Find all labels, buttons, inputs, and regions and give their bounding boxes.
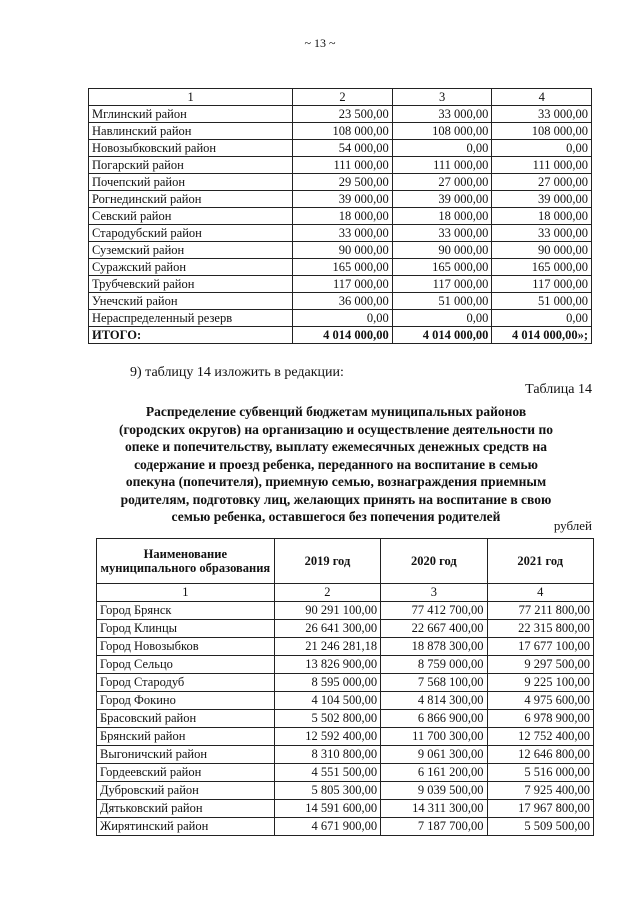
table-row bbox=[97, 764, 594, 782]
municipality-name: Город Новозыбков bbox=[97, 638, 275, 656]
column-number: 1 bbox=[97, 584, 275, 602]
amount-cell: 33 000,00 bbox=[492, 225, 592, 242]
subsidy-table-14 bbox=[96, 538, 594, 836]
table-row bbox=[89, 191, 592, 208]
column-number-row bbox=[97, 584, 594, 602]
amount-cell: 5 516 000,00 bbox=[487, 764, 593, 782]
header-municipality: Наименование муниципального образования bbox=[97, 539, 275, 584]
amount-cell: 39 000,00 bbox=[392, 191, 492, 208]
title-line: (городских округов) на организацию и осуществление деятельности по bbox=[119, 421, 553, 437]
amount-cell: 14 311 300,00 bbox=[381, 800, 487, 818]
amount-cell: 117 000,00 bbox=[492, 276, 592, 293]
amount-cell: 23 500,00 bbox=[293, 106, 393, 123]
municipality-name: Мглинский район bbox=[89, 106, 293, 123]
amount-cell: 6 866 900,00 bbox=[381, 710, 487, 728]
table-row bbox=[89, 242, 592, 259]
municipality-name: Дубровский район bbox=[97, 782, 275, 800]
amount-cell: 8 310 800,00 bbox=[274, 746, 380, 764]
municipality-name: Гордеевский район bbox=[97, 764, 275, 782]
amount-cell: 111 000,00 bbox=[492, 157, 592, 174]
table-row bbox=[89, 293, 592, 310]
table-row bbox=[89, 174, 592, 191]
amount-cell: 7 187 700,00 bbox=[381, 818, 487, 836]
amount-cell: 111 000,00 bbox=[293, 157, 393, 174]
amount-cell: 117 000,00 bbox=[293, 276, 393, 293]
table-label: Таблица 14 bbox=[525, 382, 592, 397]
table-row bbox=[97, 746, 594, 764]
title-line: содержание и проезд ребенка, переданного на воспитание в семью bbox=[134, 456, 538, 472]
municipality-name: Севский район bbox=[89, 208, 293, 225]
column-number: 3 bbox=[381, 584, 487, 602]
amount-cell: 14 591 600,00 bbox=[274, 800, 380, 818]
municipality-name: Унечский район bbox=[89, 293, 293, 310]
amount-cell: 51 000,00 bbox=[492, 293, 592, 310]
amount-cell: 27 000,00 bbox=[392, 174, 492, 191]
table-header-row bbox=[89, 89, 592, 106]
amount-cell: 22 667 400,00 bbox=[381, 620, 487, 638]
amount-cell: 8 759 000,00 bbox=[381, 656, 487, 674]
amount-cell: 77 211 800,00 bbox=[487, 602, 593, 620]
amount-cell: 17 967 800,00 bbox=[487, 800, 593, 818]
amount-cell: 33 000,00 bbox=[492, 106, 592, 123]
amount-cell: 0,00 bbox=[392, 310, 492, 327]
amount-cell: 111 000,00 bbox=[392, 157, 492, 174]
amount-cell: 165 000,00 bbox=[492, 259, 592, 276]
column-number: 2 bbox=[274, 584, 380, 602]
title-line: опеке и попечительству, выплату ежемесячных денежных средств на bbox=[124, 439, 548, 454]
amount-cell: 13 826 900,00 bbox=[274, 656, 380, 674]
amount-cell: 9 061 300,00 bbox=[381, 746, 487, 764]
amount-cell: 77 412 700,00 bbox=[381, 602, 487, 620]
amount-cell: 18 000,00 bbox=[492, 208, 592, 225]
header-cell: 2 bbox=[293, 89, 393, 106]
amount-cell: 12 592 400,00 bbox=[274, 728, 380, 746]
amount-cell: 5 805 300,00 bbox=[274, 782, 380, 800]
table-row bbox=[97, 728, 594, 746]
municipality-name: Суземский район bbox=[89, 242, 293, 259]
table-row bbox=[97, 818, 594, 836]
amount-cell: 0,00 bbox=[492, 310, 592, 327]
amount-cell: 108 000,00 bbox=[492, 123, 592, 140]
municipality-name: Город Стародуб bbox=[97, 674, 275, 692]
amount-cell: 7 568 100,00 bbox=[381, 674, 487, 692]
municipality-name: Город Клинцы bbox=[97, 620, 275, 638]
total-value: 4 014 000,00 bbox=[392, 327, 492, 344]
amount-cell: 21 246 281,18 bbox=[274, 638, 380, 656]
amount-cell: 33 000,00 bbox=[293, 225, 393, 242]
amount-cell: 4 975 600,00 bbox=[487, 692, 593, 710]
table-row bbox=[89, 106, 592, 123]
table-row bbox=[89, 140, 592, 157]
amount-cell: 7 925 400,00 bbox=[487, 782, 593, 800]
table-row bbox=[97, 800, 594, 818]
table-row bbox=[97, 620, 594, 638]
total-value: 4 014 000,00»; bbox=[492, 327, 592, 344]
table-row bbox=[97, 656, 594, 674]
amount-cell: 90 000,00 bbox=[492, 242, 592, 259]
amount-cell: 33 000,00 bbox=[392, 106, 492, 123]
table-row bbox=[89, 276, 592, 293]
municipality-name: Рогнединский район bbox=[89, 191, 293, 208]
amount-cell: 90 000,00 bbox=[392, 242, 492, 259]
amount-cell: 4 104 500,00 bbox=[274, 692, 380, 710]
municipality-name: Трубчевский район bbox=[89, 276, 293, 293]
title-line: семью ребенка, оставшегося без попечения родителей bbox=[171, 509, 501, 524]
total-label: ИТОГО: bbox=[89, 327, 293, 344]
amount-cell: 54 000,00 bbox=[293, 140, 393, 157]
municipality-name: Брасовский район bbox=[97, 710, 275, 728]
amendment-intro: 9) таблицу 14 изложить в редакции: bbox=[130, 365, 344, 380]
table-row bbox=[97, 638, 594, 656]
municipality-name: Навлинский район bbox=[89, 123, 293, 140]
amount-cell: 9 297 500,00 bbox=[487, 656, 593, 674]
amount-cell: 108 000,00 bbox=[293, 123, 393, 140]
amount-cell: 6 161 200,00 bbox=[381, 764, 487, 782]
title-line: опекуна (попечителя), приемную семью, вознаграждения приемным bbox=[125, 474, 547, 489]
amount-cell: 117 000,00 bbox=[392, 276, 492, 293]
page-number: ~ 13 ~ bbox=[304, 36, 336, 50]
municipality-name: Нераспределенный резерв bbox=[89, 310, 293, 327]
amount-cell: 9 039 500,00 bbox=[381, 782, 487, 800]
amount-cell: 26 641 300,00 bbox=[274, 620, 380, 638]
amount-cell: 27 000,00 bbox=[492, 174, 592, 191]
amount-cell: 11 700 300,00 bbox=[381, 728, 487, 746]
municipality-name: Город Сельцо bbox=[97, 656, 275, 674]
table-row bbox=[97, 710, 594, 728]
table-row bbox=[97, 692, 594, 710]
total-row bbox=[89, 327, 592, 344]
amount-cell: 165 000,00 bbox=[293, 259, 393, 276]
subsidy-table-continued bbox=[88, 88, 592, 344]
table-row bbox=[89, 310, 592, 327]
amount-cell: 5 502 800,00 bbox=[274, 710, 380, 728]
municipality-name: Новозыбковский район bbox=[89, 140, 293, 157]
municipality-name: Почепский район bbox=[89, 174, 293, 191]
amount-cell: 18 878 300,00 bbox=[381, 638, 487, 656]
header-cell: 4 bbox=[492, 89, 592, 106]
amount-cell: 18 000,00 bbox=[293, 208, 393, 225]
column-number: 4 bbox=[487, 584, 593, 602]
amount-cell: 4 814 300,00 bbox=[381, 692, 487, 710]
amount-cell: 22 315 800,00 bbox=[487, 620, 593, 638]
amount-cell: 0,00 bbox=[492, 140, 592, 157]
unit-label: рублей bbox=[553, 518, 592, 533]
table-title bbox=[98, 403, 574, 526]
amount-cell: 0,00 bbox=[293, 310, 393, 327]
municipality-name: Выгоничский район bbox=[97, 746, 275, 764]
amount-cell: 90 000,00 bbox=[293, 242, 393, 259]
header-year-2021: 2021 год bbox=[487, 539, 593, 584]
amount-cell: 6 978 900,00 bbox=[487, 710, 593, 728]
header-cell: 3 bbox=[392, 89, 492, 106]
title-line: Распределение субвенций бюджетам муниципальных районов bbox=[145, 404, 527, 419]
header-year-2019: 2019 год bbox=[274, 539, 380, 584]
municipality-name: Погарский район bbox=[89, 157, 293, 174]
title-line: родителям, подготовку лиц, желающих принять на воспитание в свою bbox=[120, 491, 552, 507]
table-row bbox=[89, 208, 592, 225]
amount-cell: 39 000,00 bbox=[293, 191, 393, 208]
amount-cell: 39 000,00 bbox=[492, 191, 592, 208]
amount-cell: 90 291 100,00 bbox=[274, 602, 380, 620]
municipality-name: Стародубский район bbox=[89, 225, 293, 242]
table-row bbox=[89, 123, 592, 140]
amount-cell: 12 646 800,00 bbox=[487, 746, 593, 764]
amount-cell: 51 000,00 bbox=[392, 293, 492, 310]
amount-cell: 36 000,00 bbox=[293, 293, 393, 310]
amount-cell: 8 595 000,00 bbox=[274, 674, 380, 692]
municipality-name: Брянский район bbox=[97, 728, 275, 746]
amount-cell: 17 677 100,00 bbox=[487, 638, 593, 656]
amount-cell: 5 509 500,00 bbox=[487, 818, 593, 836]
table-row bbox=[97, 782, 594, 800]
amount-cell: 108 000,00 bbox=[392, 123, 492, 140]
municipality-name: Город Брянск bbox=[97, 602, 275, 620]
header-cell: 1 bbox=[89, 89, 293, 106]
amount-cell: 165 000,00 bbox=[392, 259, 492, 276]
amount-cell: 4 551 500,00 bbox=[274, 764, 380, 782]
municipality-name: Дятьковский район bbox=[97, 800, 275, 818]
header-year-2020: 2020 год bbox=[381, 539, 487, 584]
amount-cell: 0,00 bbox=[392, 140, 492, 157]
total-value: 4 014 000,00 bbox=[293, 327, 393, 344]
amount-cell: 4 671 900,00 bbox=[274, 818, 380, 836]
table-header-row bbox=[97, 539, 594, 584]
table-row bbox=[97, 674, 594, 692]
municipality-name: Суражский район bbox=[89, 259, 293, 276]
table-row bbox=[97, 602, 594, 620]
table-row bbox=[89, 259, 592, 276]
amount-cell: 29 500,00 bbox=[293, 174, 393, 191]
municipality-name: Жирятинский район bbox=[97, 818, 275, 836]
amount-cell: 33 000,00 bbox=[392, 225, 492, 242]
amount-cell: 9 225 100,00 bbox=[487, 674, 593, 692]
municipality-name: Город Фокино bbox=[97, 692, 275, 710]
amount-cell: 12 752 400,00 bbox=[487, 728, 593, 746]
amount-cell: 18 000,00 bbox=[392, 208, 492, 225]
table-row bbox=[89, 225, 592, 242]
table-row bbox=[89, 157, 592, 174]
